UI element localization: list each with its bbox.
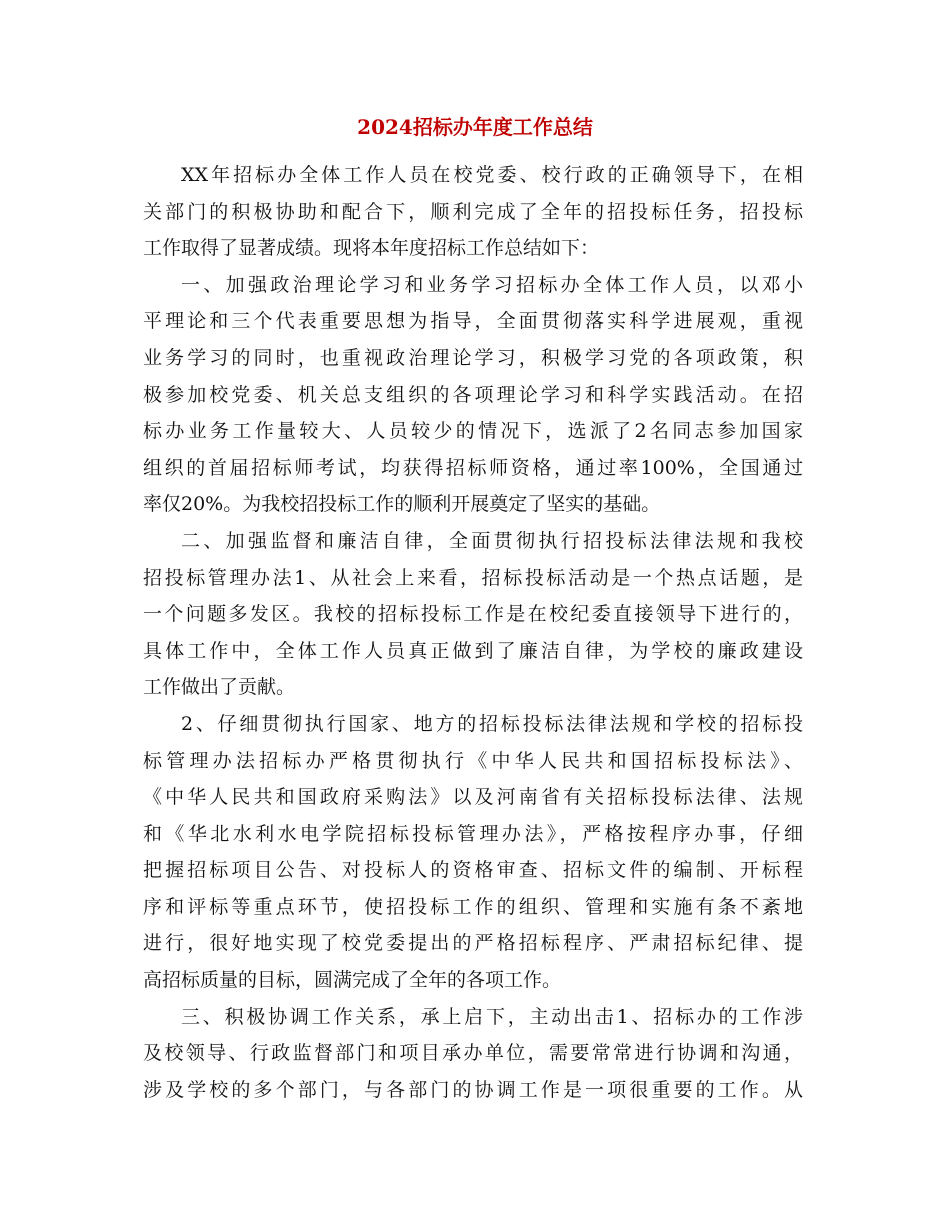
- text-line: 进行，很好地实现了校党委提出的严格招标程序、严肃招标纪律、提: [143, 932, 803, 955]
- text-line: 高招标质量的目标，圆满完成了全年的各项工作。: [143, 969, 562, 992]
- text-line: 招投标管理办法1、从社会上来看，招标投标活动是一个热点话题，是: [143, 566, 803, 589]
- text-line: 序和评标等重点环节，使招投标工作的组织、管理和实施有条不紊地: [143, 895, 803, 918]
- document-body: [143, 157, 803, 1108]
- text-line: 具体工作中，全体工作人员真正做到了廉洁自律，为学校的廉政建设: [143, 639, 803, 662]
- text-line: 2、仔细贯彻执行国家、地方的招标投标法律法规和学校的招标投: [181, 712, 803, 735]
- text-line: 及校领导、行政监督部门和项目承办单位，需要常常进行协调和沟通，: [143, 1042, 803, 1065]
- text-line: 平理论和三个代表重要思想为指导，全面贯彻落实科学进展观，重视: [143, 310, 803, 333]
- text-line: 一、加强政治理论学习和业务学习招标办全体工作人员，以邓小: [181, 273, 803, 296]
- text-line: 一个问题多发区。我校的招标投标工作是在校纪委直接领导下进行的，: [143, 603, 803, 626]
- text-line: 标管理办法招标办严格贯彻执行《中华人民共和国招标投标法》、: [143, 749, 803, 772]
- text-line: 涉及学校的多个部门，与各部门的协调工作是一项很重要的工作。从: [143, 1078, 803, 1101]
- text-line: 工作做出了贡献。: [143, 676, 296, 699]
- text-line: 和《华北水利水电学院招标投标管理办法》，严格按程序办事，仔细: [143, 822, 803, 845]
- text-line: 标办业务工作量较大、人员较少的情况下，选派了2名同志参加国家: [143, 420, 803, 443]
- text-line: 工作取得了显著成绩。现将本年度招标工作总结如下：: [143, 237, 600, 260]
- text-line: 二、加强监督和廉洁自律，全面贯彻执行招投标法律法规和我校: [181, 529, 803, 552]
- text-line: 组织的首届招标师考试，均获得招标师资格，通过率100%，全国通过: [143, 456, 803, 479]
- text-line: 把握招标项目公告、对投标人的资格审查、招标文件的编制、开标程: [143, 859, 803, 882]
- text-line: 率仅20%。为我校招投标工作的顺利开展奠定了坚实的基础。: [143, 493, 661, 516]
- text-line: XX年招标办全体工作人员在校党委、校行政的正确领导下，在相: [181, 164, 803, 186]
- text-line: 业务学习的同时，也重视政治理论学习，积极学习党的各项政策，积: [143, 346, 803, 369]
- text-line: 关部门的积极协助和配合下，顺利完成了全年的招投标任务，招投标: [143, 200, 803, 223]
- document-title: 2024招标办年度工作总结: [357, 115, 593, 139]
- text-line: 极参加校党委、机关总支组织的各项理论学习和科学实践活动。在招: [143, 383, 803, 406]
- text-line: 《中华人民共和国政府采购法》以及河南省有关招标投标法律、法规: [143, 786, 803, 809]
- text-line: 三、积极协调工作关系，承上启下，主动出击1、招标办的工作涉: [181, 1005, 803, 1028]
